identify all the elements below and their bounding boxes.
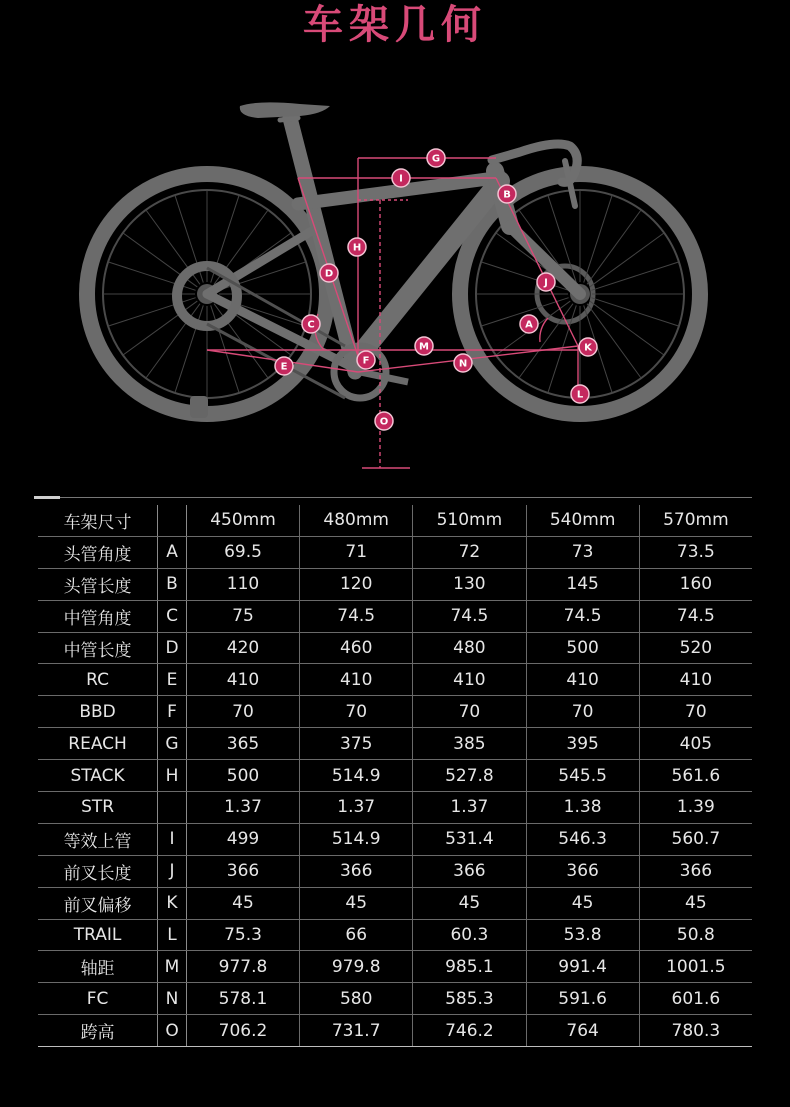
table-row xyxy=(38,536,752,568)
row-value-cell: 1.37 xyxy=(413,792,526,824)
row-value-cell: 405 xyxy=(639,728,752,760)
row-value-cell: 70 xyxy=(186,696,299,728)
table-row xyxy=(38,887,752,919)
table-row xyxy=(38,983,752,1015)
row-label-cell: 前叉长度 xyxy=(38,855,158,887)
row-label-cell: TRAIL xyxy=(38,919,158,951)
row-value-cell: 1.38 xyxy=(526,792,639,824)
row-value-cell: 731.7 xyxy=(300,1015,413,1047)
marker-label: O xyxy=(379,416,389,428)
row-value-cell: 460 xyxy=(300,632,413,664)
header-code-cell xyxy=(158,505,187,536)
table-row xyxy=(38,664,752,696)
row-value-cell: 520 xyxy=(639,632,752,664)
row-value-cell: 145 xyxy=(526,568,639,600)
row-code-cell: B xyxy=(158,568,187,600)
row-value-cell: 1.37 xyxy=(186,792,299,824)
row-value-cell: 1.37 xyxy=(300,792,413,824)
table-row xyxy=(38,760,752,792)
bike-illustration xyxy=(0,56,790,486)
row-value-cell: 74.5 xyxy=(639,600,752,632)
row-code-cell: H xyxy=(158,760,187,792)
marker-j xyxy=(537,273,555,291)
row-value-cell: 527.8 xyxy=(413,760,526,792)
row-value-cell: 73 xyxy=(526,536,639,568)
row-value-cell: 561.6 xyxy=(639,760,752,792)
row-value-cell: 75 xyxy=(186,600,299,632)
row-value-cell: 53.8 xyxy=(526,919,639,951)
header-size-cell: 510mm xyxy=(413,505,526,536)
row-label-cell: 前叉偏移 xyxy=(38,887,158,919)
row-value-cell: 45 xyxy=(186,887,299,919)
marker-label: E xyxy=(280,361,288,373)
row-value-cell: 531.4 xyxy=(413,823,526,855)
row-value-cell: 50.8 xyxy=(639,919,752,951)
row-value-cell: 420 xyxy=(186,632,299,664)
row-value-cell: 991.4 xyxy=(526,951,639,983)
marker-e xyxy=(275,357,293,375)
row-value-cell: 395 xyxy=(526,728,639,760)
table-header-row xyxy=(38,505,752,536)
marker-n xyxy=(454,354,472,372)
header-size-cell: 570mm xyxy=(639,505,752,536)
row-code-cell: N xyxy=(158,983,187,1015)
page-title: 车架几何 xyxy=(303,2,487,48)
row-value-cell: 74.5 xyxy=(300,600,413,632)
header-size-cell: 540mm xyxy=(526,505,639,536)
marker-f xyxy=(357,351,375,369)
table-top-rule xyxy=(38,497,752,498)
marker-label: D xyxy=(324,268,334,280)
row-value-cell: 560.7 xyxy=(639,823,752,855)
frame-geometry-diagram xyxy=(0,56,790,486)
row-value-cell: 499 xyxy=(186,823,299,855)
row-code-cell: J xyxy=(158,855,187,887)
table-row xyxy=(38,728,752,760)
marker-k xyxy=(579,338,597,356)
table-row xyxy=(38,1015,752,1047)
geometry-table xyxy=(38,505,752,1047)
row-value-cell: 366 xyxy=(300,855,413,887)
table-row xyxy=(38,696,752,728)
table-row xyxy=(38,600,752,632)
row-value-cell: 764 xyxy=(526,1015,639,1047)
row-value-cell: 480 xyxy=(413,632,526,664)
row-label-cell: STR xyxy=(38,792,158,824)
row-value-cell: 979.8 xyxy=(300,951,413,983)
table-row xyxy=(38,632,752,664)
row-value-cell: 546.3 xyxy=(526,823,639,855)
saddle xyxy=(240,102,330,118)
row-label-cell: FC xyxy=(38,983,158,1015)
marker-i xyxy=(392,169,410,187)
row-label-cell: 头管长度 xyxy=(38,568,158,600)
row-value-cell: 366 xyxy=(186,855,299,887)
row-value-cell: 410 xyxy=(413,664,526,696)
marker-label: I xyxy=(399,173,403,185)
row-value-cell: 60.3 xyxy=(413,919,526,951)
row-code-cell: E xyxy=(158,664,187,696)
marker-l xyxy=(571,385,589,403)
bike-frame xyxy=(207,118,580,372)
row-value-cell: 70 xyxy=(639,696,752,728)
row-value-cell: 45 xyxy=(300,887,413,919)
row-value-cell: 385 xyxy=(413,728,526,760)
marker-label: G xyxy=(431,153,441,165)
table-row xyxy=(38,855,752,887)
marker-label: C xyxy=(307,319,315,331)
row-value-cell: 75.3 xyxy=(186,919,299,951)
row-value-cell: 160 xyxy=(639,568,752,600)
table-row xyxy=(38,951,752,983)
marker-label: J xyxy=(544,277,548,289)
row-value-cell: 73.5 xyxy=(639,536,752,568)
header-label-cell: 车架尺寸 xyxy=(38,505,158,536)
row-value-cell: 977.8 xyxy=(186,951,299,983)
row-value-cell: 591.6 xyxy=(526,983,639,1015)
marker-label: F xyxy=(362,355,370,367)
marker-label: K xyxy=(584,342,592,354)
row-value-cell: 45 xyxy=(526,887,639,919)
marker-label: N xyxy=(458,358,468,370)
row-label-cell: STACK xyxy=(38,760,158,792)
row-code-cell: L xyxy=(158,919,187,951)
row-value-cell: 365 xyxy=(186,728,299,760)
row-value-cell: 45 xyxy=(639,887,752,919)
marker-c xyxy=(302,315,320,333)
marker-o xyxy=(375,412,393,430)
row-value-cell: 70 xyxy=(413,696,526,728)
row-code-cell: G xyxy=(158,728,187,760)
row-value-cell: 410 xyxy=(186,664,299,696)
row-code-cell: D xyxy=(158,632,187,664)
row-value-cell: 130 xyxy=(413,568,526,600)
marker-label: A xyxy=(525,319,533,331)
row-value-cell: 545.5 xyxy=(526,760,639,792)
row-value-cell: 514.9 xyxy=(300,760,413,792)
row-code-cell: F xyxy=(158,696,187,728)
row-code-cell: K xyxy=(158,887,187,919)
row-value-cell: 74.5 xyxy=(413,600,526,632)
row-value-cell: 706.2 xyxy=(186,1015,299,1047)
wheel-spokes xyxy=(103,190,684,398)
marker-label: B xyxy=(503,189,511,201)
row-code-cell xyxy=(158,792,187,824)
marker-d xyxy=(320,264,338,282)
marker-m xyxy=(415,337,433,355)
row-value-cell: 500 xyxy=(526,632,639,664)
row-value-cell: 110 xyxy=(186,568,299,600)
row-value-cell: 746.2 xyxy=(413,1015,526,1047)
marker-h xyxy=(348,238,366,256)
row-value-cell: 410 xyxy=(300,664,413,696)
row-label-cell: 轴距 xyxy=(38,951,158,983)
row-value-cell: 601.6 xyxy=(639,983,752,1015)
table-row xyxy=(38,792,752,824)
row-value-cell: 1001.5 xyxy=(639,951,752,983)
row-label-cell: 头管角度 xyxy=(38,536,158,568)
row-value-cell: 410 xyxy=(526,664,639,696)
row-label-cell: RC xyxy=(38,664,158,696)
row-code-cell: A xyxy=(158,536,187,568)
row-label-cell: 等效上管 xyxy=(38,823,158,855)
row-code-cell: M xyxy=(158,951,187,983)
row-label-cell: 中管角度 xyxy=(38,600,158,632)
row-code-cell: C xyxy=(158,600,187,632)
row-value-cell: 580 xyxy=(300,983,413,1015)
marker-g xyxy=(427,149,445,167)
table-row xyxy=(38,568,752,600)
row-value-cell: 66 xyxy=(300,919,413,951)
row-label-cell: REACH xyxy=(38,728,158,760)
table-row xyxy=(38,823,752,855)
row-value-cell: 514.9 xyxy=(300,823,413,855)
row-value-cell: 375 xyxy=(300,728,413,760)
header-size-cell: 450mm xyxy=(186,505,299,536)
header-size-cell: 480mm xyxy=(300,505,413,536)
row-value-cell: 780.3 xyxy=(639,1015,752,1047)
row-value-cell: 74.5 xyxy=(526,600,639,632)
row-label-cell: 跨高 xyxy=(38,1015,158,1047)
row-value-cell: 366 xyxy=(526,855,639,887)
row-code-cell: O xyxy=(158,1015,187,1047)
row-value-cell: 366 xyxy=(413,855,526,887)
table-top-accent xyxy=(34,496,60,499)
marker-b xyxy=(498,185,516,203)
row-value-cell: 70 xyxy=(300,696,413,728)
marker-label: M xyxy=(419,341,429,353)
row-value-cell: 71 xyxy=(300,536,413,568)
row-value-cell: 585.3 xyxy=(413,983,526,1015)
row-value-cell: 985.1 xyxy=(413,951,526,983)
marker-label: H xyxy=(352,242,362,254)
row-value-cell: 578.1 xyxy=(186,983,299,1015)
row-value-cell: 120 xyxy=(300,568,413,600)
marker-a xyxy=(520,315,538,333)
row-value-cell: 72 xyxy=(413,536,526,568)
table-row xyxy=(38,919,752,951)
row-value-cell: 70 xyxy=(526,696,639,728)
marker-label: L xyxy=(576,389,584,401)
row-label-cell: BBD xyxy=(38,696,158,728)
row-value-cell: 500 xyxy=(186,760,299,792)
row-code-cell: I xyxy=(158,823,187,855)
row-label-cell: 中管长度 xyxy=(38,632,158,664)
row-value-cell: 69.5 xyxy=(186,536,299,568)
row-value-cell: 410 xyxy=(639,664,752,696)
row-value-cell: 1.39 xyxy=(639,792,752,824)
row-value-cell: 366 xyxy=(639,855,752,887)
row-value-cell: 45 xyxy=(413,887,526,919)
